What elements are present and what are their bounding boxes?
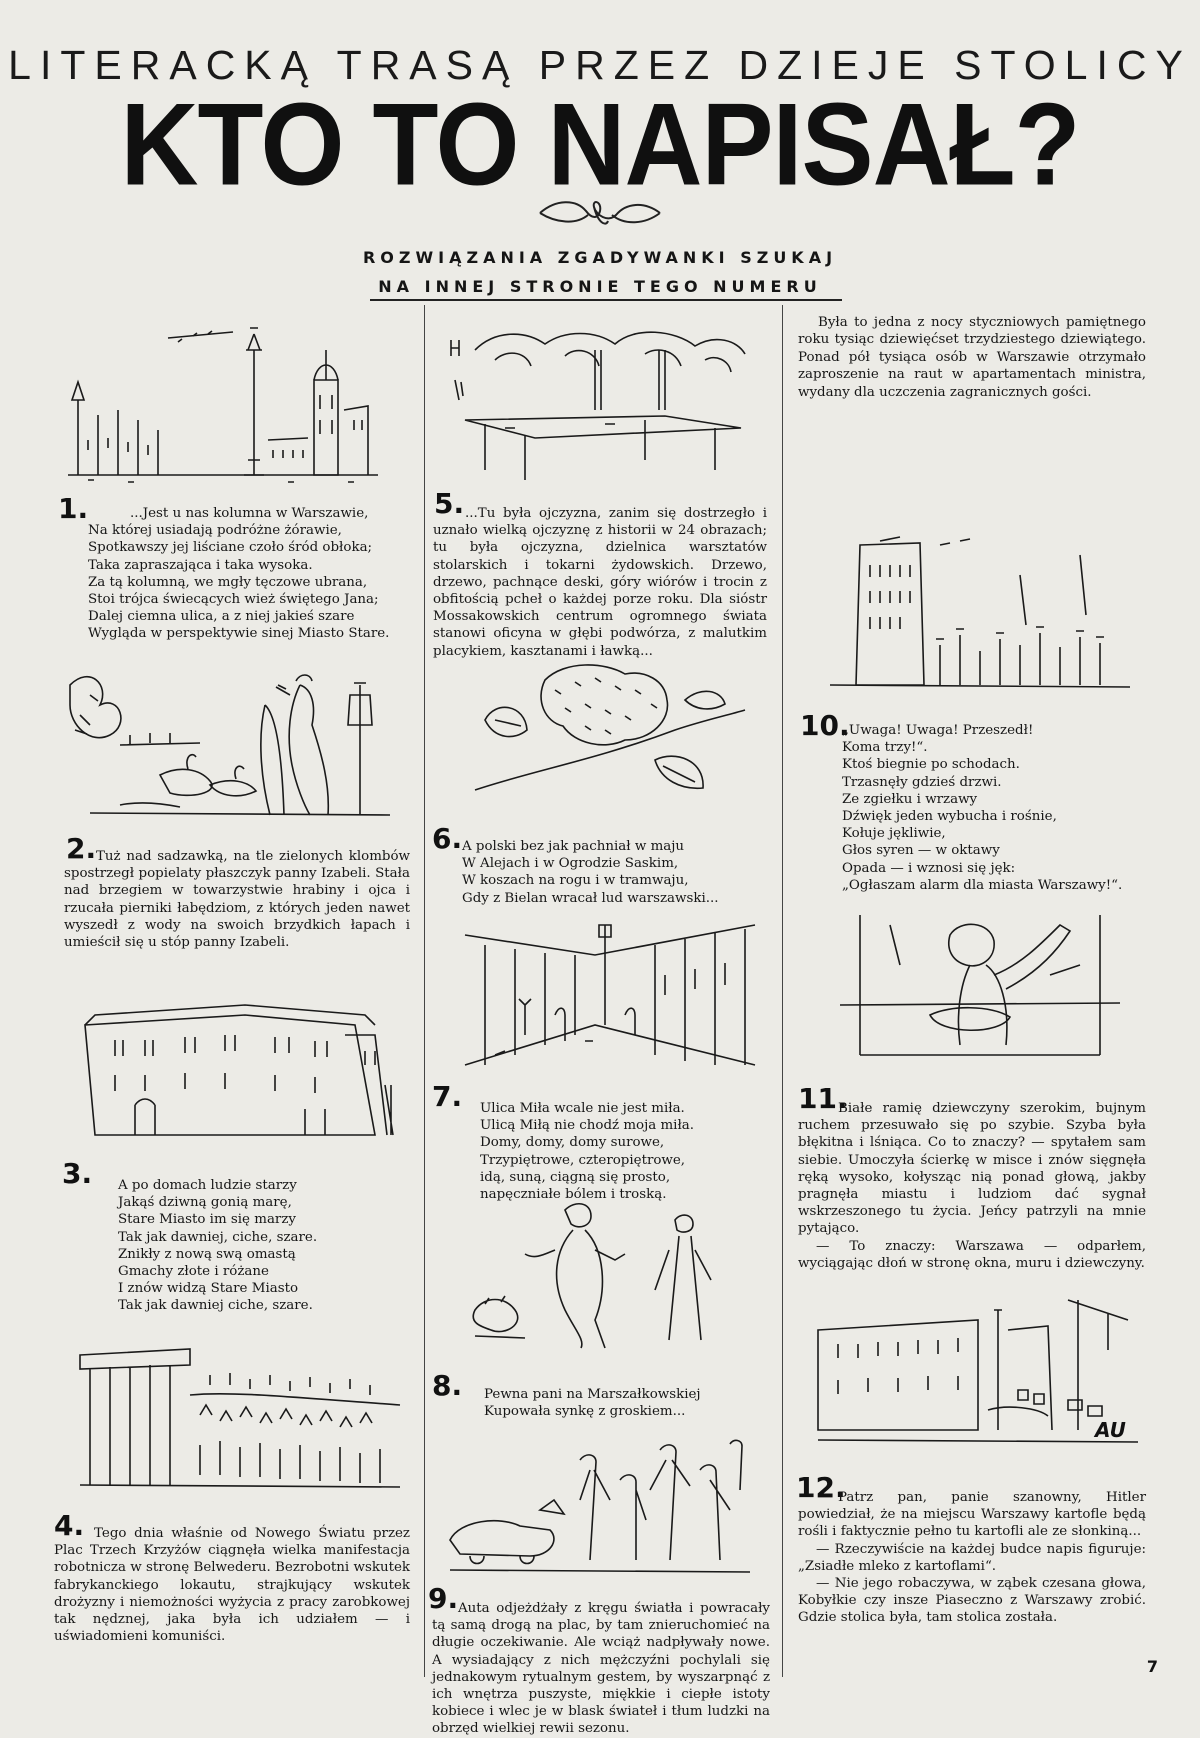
text-line: Taka zapraszająca i taka wysoka. — [88, 557, 313, 573]
text-line: Trzypiętrowe, czteropiętrowe, — [480, 1152, 686, 1168]
text-line: Gdy z Bielan wracał lud warszawski... — [462, 890, 719, 906]
item-text-5 — [433, 505, 767, 660]
paragraph: — Nie jego robaczywa, w ząbek czesana głowa, Kobyłkie czy insze Piaseczno z Warszawy zrobić. Gdzie stolica była, tam stolica została. — [798, 1576, 1146, 1626]
item-text-1 — [88, 505, 408, 643]
text-line: Tak jak dawniej, ciche, szare. — [118, 1229, 318, 1245]
item-text-8 — [484, 1386, 770, 1420]
item-text-9a — [432, 1600, 770, 1738]
item-number-4: 4. — [54, 1509, 85, 1542]
illustration-girl-window — [830, 905, 1130, 1065]
text-line: Ze zgiełku i wrzawy — [842, 791, 978, 807]
item-number-8: 8. — [432, 1369, 463, 1402]
illustration-lilac-branch — [455, 660, 755, 820]
item-text-4 — [54, 1525, 410, 1645]
text-line: „Uwaga! Uwaga! Przeszedł! — [842, 723, 1034, 738]
text-line: Głos syren — w oktawy — [842, 843, 1000, 859]
item-text-9-continued — [798, 314, 1146, 401]
text-line: Opada — i wznosi się jęk: — [842, 860, 1016, 876]
paragraph: — To znaczy: Warszawa — odparłem, wyciągając dłoń w stronę okna, muru i dziewczyny. — [798, 1238, 1146, 1271]
text-line: Stoi trójca świecących wież świętego Jana; — [88, 592, 379, 608]
text-line: Tak jak dawniej ciche, szare. — [118, 1298, 313, 1314]
item-number-12: 12. — [796, 1471, 846, 1504]
item-number-10: 10. — [800, 709, 850, 742]
text-line: Ktoś biegnie po schodach. — [842, 757, 1020, 773]
text-line: Domy, domy, domy surowe, — [480, 1135, 665, 1151]
text-line: Gmachy złote i różane — [118, 1264, 269, 1280]
subtitle-line2: NA INNEJ STRONIE TEGO NUMERU — [378, 277, 822, 296]
paragraph: Białe ramię dziewczyny szerokim, bujnym ruchem przesuwało się po szybie. Szyba była błękitna i lśniąca. Co to znaczy? — spytałem sam siebie. Umoczyła ścierkę w misce i znów sięgnęła ręką wysoko, kołysząc nią ponad głową, jakby pragnęła miastu i ludziom dać sygnał wskrzeszonego tu życia. Jeńcy patrzyli na mnie pytająco. — [798, 1101, 1146, 1237]
text-line: Trzasnęły gdzieś drzwi. — [842, 774, 1002, 790]
item-number-3: 3. — [62, 1157, 93, 1190]
item-number-6: 6. — [432, 822, 463, 855]
item-text-7 — [480, 1100, 770, 1203]
subtitle-rule — [370, 299, 842, 301]
text-line: „Ogłaszam alarm dla miasta Warszawy!“. — [842, 877, 1123, 893]
text-line: Jakąś dziwną gonią marę, — [118, 1195, 292, 1211]
text-line: Stare Miasto im się marzy — [118, 1212, 296, 1228]
column-divider-right — [782, 305, 783, 1677]
text-line: Za tą kolumną, we mgły tęczowe ubrana, — [88, 574, 368, 590]
flourish-ornament — [536, 193, 664, 233]
paragraph: Patrz pan, panie szanowny, Hitler powiedział, że na miejscu Warszawy kartofle będą rośli i faktycznie pełno tu kartofli ale ze słonkiną... — [798, 1490, 1146, 1540]
text-line: Spotkawszy jej liściane czoło śród obłoka; — [88, 540, 373, 556]
illustration-market-figures — [455, 1200, 755, 1350]
illustration-zygmunt-column — [58, 320, 388, 490]
item-number-7: 7. — [432, 1080, 463, 1113]
paragraph: Tuż nad sadzawką, na tle zielonych klombów spostrzegł popielaty płaszczyk panny Izabeli. Stała nad brzegiem w towarzystwie hrabiny i ojca i rzucała pierniki łabędziom, z których jeden nawet wyszedł z wody na swoich brzydkich łapach i umieścił się u stóp panny Izabeli. — [64, 849, 410, 951]
item-number-1: 1. — [58, 492, 89, 525]
illustration-old-town-houses — [75, 985, 405, 1150]
illustration-park-swans — [60, 665, 400, 825]
text-line: Dźwięk jeden wybucha i rośnie, — [842, 809, 1057, 825]
artist-signature: AU — [1095, 1418, 1126, 1442]
text-line: A po domach ludzie starzy — [118, 1178, 297, 1193]
item-text-11 — [798, 1100, 1146, 1272]
text-line: Ulica Miła wcale nie jest miła. — [480, 1101, 685, 1116]
page-number: 7 — [1146, 1657, 1158, 1676]
text-line: Pewna pani na Marszałkowskiej — [484, 1387, 701, 1402]
page-title: KTO TO NAPISAŁ? — [120, 78, 1080, 210]
item-text-12 — [798, 1489, 1146, 1627]
item-text-3 — [118, 1177, 408, 1315]
text-line: W Alejach i w Ogrodzie Saskim, — [462, 856, 679, 872]
text-line: Ulicą Miłą nie chodź moja miła. — [480, 1118, 695, 1134]
text-line: Koma trzy!“. — [842, 740, 928, 756]
illustration-courtyard-bench — [445, 320, 755, 485]
text-line: Na której usiadają podróżne żórawie, — [88, 523, 342, 539]
paragraph: Tego dnia właśnie od Nowego Światu przez Plac Trzech Krzyżów ciągnęła wielka manifestacja robotnicza w stronę Belwederu. Bezrobotni wskutek fabrykanckiego lokautu, strajkujący wskutek drożyzny i niemożności wyżycia z pracy zarobkowej tak nędznej, jaka była ich udziałem — i uświadomieni komuniści. — [54, 1526, 410, 1645]
text-line: Kołuje jękliwie, — [842, 826, 946, 842]
item-number-2: 2. — [66, 832, 97, 865]
column-divider-left — [424, 305, 425, 1677]
paragraph: — Rzeczywiście na każdej budce napis figuruje: „Zsiadłe mleko z kartoflami“. — [798, 1541, 1146, 1574]
text-line: W koszach na rogu i w tramwaju, — [462, 873, 689, 889]
paragraph: Auta odjeżdżały z kręgu światła i powracały tą samą drogą na plac, by tam znieruchomieć na długie oczekiwanie. Ale wciąż nadpływały nowe. A wysiadający z nich mężczyźni pochylali się jednakowym rytualnym gestem, by wyszarpnąć z ich wnętrza puszyste, miękkie i ciepłe istoty kobiece i wlec je w blask świateł i tłum ludzki na obrzęd wielkiej rewii sezonu. — [432, 1601, 770, 1737]
text-line: idą, suną, ciągną się prosto, — [480, 1169, 671, 1185]
text-line: Znikły z nową swą omastą — [118, 1246, 296, 1262]
item-text-2 — [64, 848, 410, 951]
item-number-9: 9. — [428, 1582, 459, 1615]
text-line: A polski bez jak pachniał w maju — [462, 839, 685, 854]
illustration-street-lamps — [455, 915, 760, 1075]
illustration-cars-arrival — [440, 1430, 760, 1580]
text-line: Dalej ciemna ulica, a z niej jakieś szare — [88, 609, 355, 625]
item-number-11: 11. — [798, 1082, 848, 1115]
item-text-10 — [842, 722, 1162, 894]
text-line: ...Jest u nas kolumna w Warszawie, — [130, 506, 369, 521]
text-line: Kupowała synkę z groskiem... — [484, 1404, 686, 1420]
subtitle-line1: ROZWIĄZANIA ZGADYWANKI SZUKAJ — [362, 248, 838, 267]
item-number-5: 5. — [434, 487, 465, 520]
supertitle: LITERACKĄ TRASĄ PRZEZ DZIEJE STOLICY — [8, 42, 1192, 88]
illustration-tall-building-crowd — [820, 535, 1140, 700]
item-text-6 — [462, 838, 772, 907]
illustration-demonstration — [70, 1335, 410, 1495]
paragraph: ...Tu była ojczyzna, zanim się dostrzegło i uznało wielką ojczyznę z historii w 24 obrazach; tu była ojczyzna, dzielnica warsztatów stolarskich i tokarni żydowskich. Drzewo, drzewo, pachnące deski, góry wiórów i trocin z obfitością pcheł o każdej porze roku. Dla sióstr Mossakowskich centrum ogromnego świata stanowi oficyna w głębi podwórza, z malutkim placykiem, kasztanami i ławką... — [433, 506, 767, 659]
text-line: I znów widzą Stare Miasto — [118, 1281, 299, 1297]
paragraph: Była to jedna z nocy styczniowych pamiętnego roku tysiąc dziewięćset trzydziestego dziewiątego. Ponad pół tysiąca osób w Warszawie otrzymało zaproszenie na raut w apartamentach ministra, wydany dla uczczenia zagranicznych gości. — [798, 315, 1146, 400]
text-line: napęczniałe bólem i troską. — [480, 1187, 667, 1203]
text-line: Wygląda w perspektywie sinej Miasto Stare. — [88, 626, 390, 642]
